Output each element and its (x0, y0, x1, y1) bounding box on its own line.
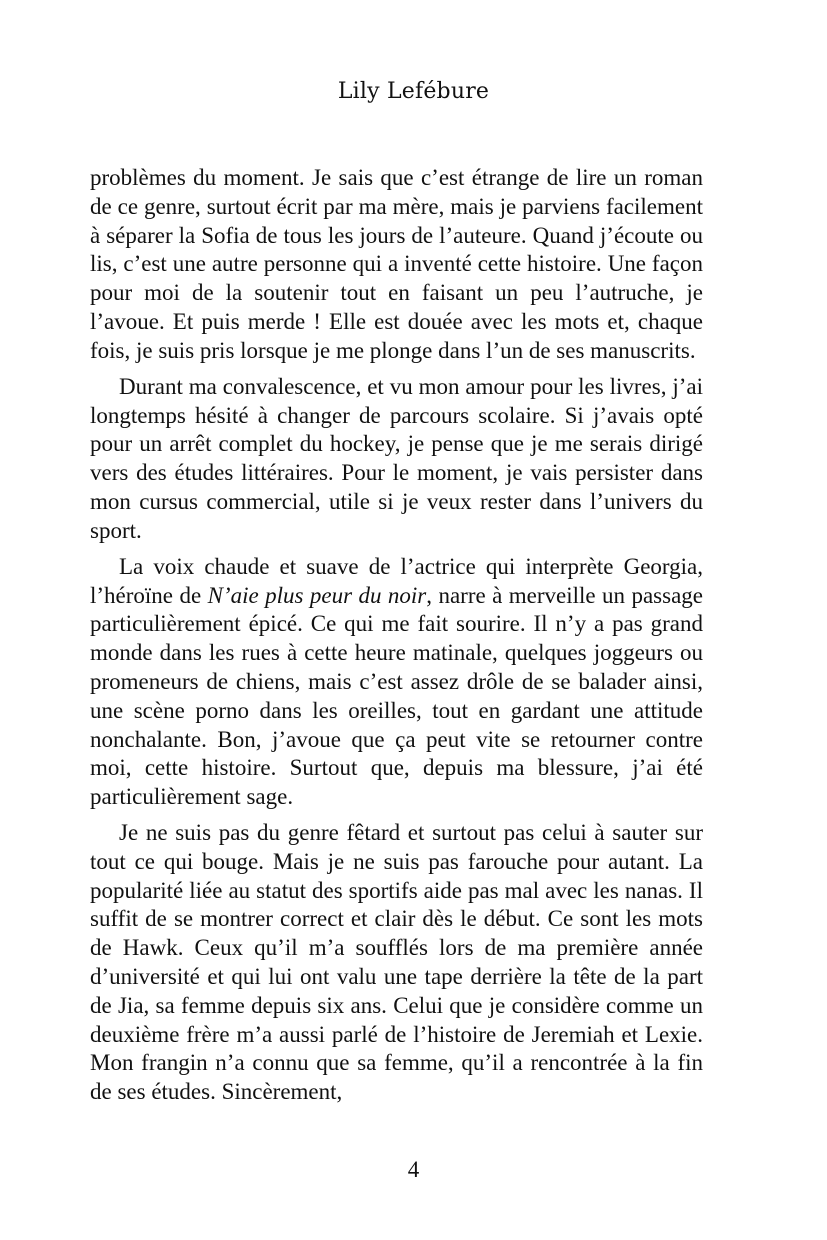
page-number: 4 (407, 1157, 420, 1182)
paragraph-1: problèmes du moment. Je sais que c’est étrange de lire un roman de ce genre, surtout écrit par ma mère, mais je parviens facilement à séparer la Sofia de tous les jours de l’auteure. Quand j’écoute ou lis, c’est une autre personne qui a inventé cette histoire. Une façon pour moi de la soutenir tout en faisant un peu l’autruche, je l’avoue. Et puis merde ! Elle est douée avec les mots et, chaque fois, je suis pris lorsque je me plonge dans l’un de ses manuscrits. (90, 165, 703, 363)
paragraph-3 (90, 553, 703, 812)
running-head-author: Lily Lefébure (337, 79, 490, 104)
paragraph-2: Durant ma convalescence, et vu mon amour pour les livres, j’ai longtemps hésité à changer de parcours scolaire. Si j’avais opté pour un arrêt complet du hockey, je pense que je me serais dirigé vers des études littéraires. Pour le moment, je vais persister dans mon cursus commercial, utile si je veux rester dans l’univers du sport. (90, 373, 703, 543)
page-body (90, 164, 703, 1107)
paragraph-4: Je ne suis pas du genre fêtard et surtout pas celui à sauter sur tout ce qui bouge. Mais je ne suis pas farouche pour autant. La popularité liée au statut des sportifs aide pas mal avec les nanas. Il suffit de se montrer correct et clair dès le début. Ce sont les mots de Hawk. Ceux qu’il m’a soufflés lors de ma première année d’université et qui lui ont valu une tape derrière la tête de la part de Jia, sa femme depuis six ans. Celui que je considère comme un deuxième frère m’a aussi parlé de l’histoire de Jeremiah et Lexie. Mon frangin n’a connu que sa femme, qu’il a rencontrée à la fin de ses études. Sincèrement, (90, 820, 703, 1105)
paragraph-3-text-end: , narre à merveille un passage particulièrement épicé. Ce qui me fait sourire. Il n’y a pas grand monde dans les rues à cette heure matinale, quelques joggeurs ou promeneurs de chiens, mais c’est assez drôle de se balader ainsi, une scène porno dans les oreilles, tout en gardant une attitude nonchalante. Bon, j’avoue que ça peut vite se retourner contre moi, cette histoire. Surtout que, depuis ma blessure, j’ai été particulièrement sage. (90, 582, 703, 810)
book-title: N’aie plus peur du noir (207, 582, 427, 608)
paragraph-3-text-start: La voix chaude et suave de l’actrice qui interprète Georgia, l’héroïne de (90, 553, 703, 608)
